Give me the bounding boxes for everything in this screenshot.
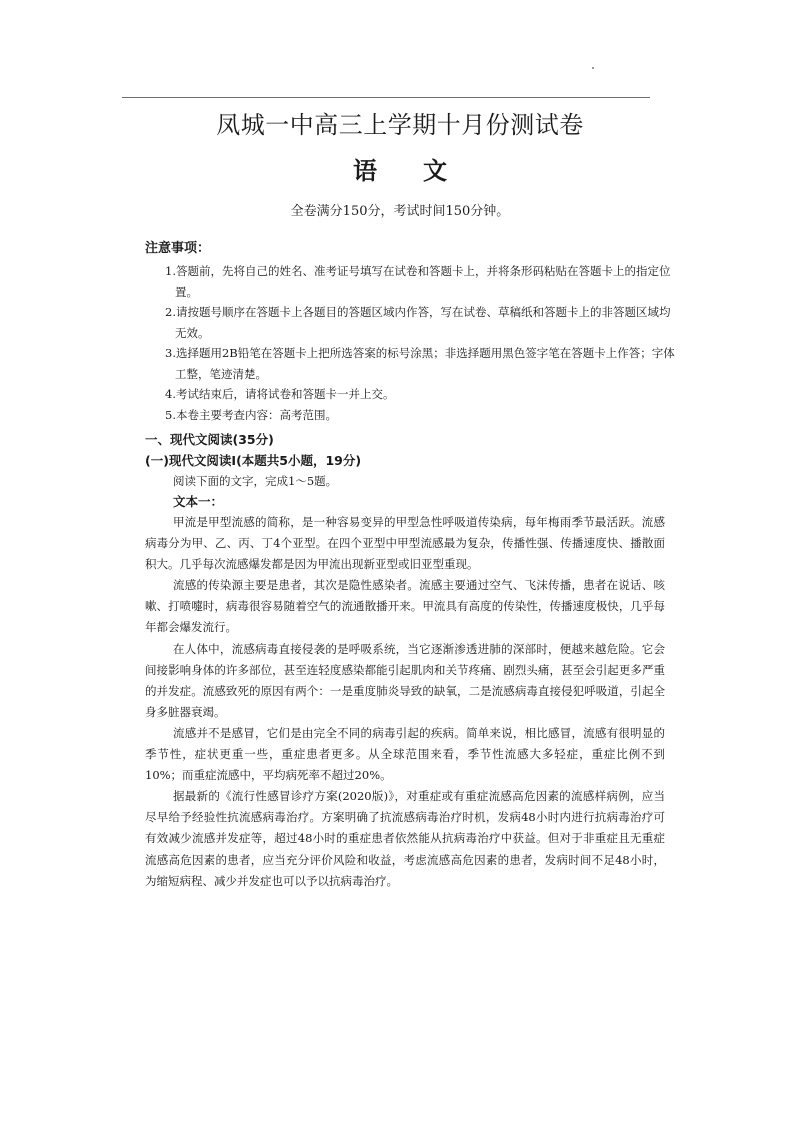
article-paragraph: 流感并不是感冒，它们是由完全不同的病毒引起的疾病。简单来说，相比感冒，流感有很明显的季节性，症状更重一些，重症患者更多。从全球范围来看，季节性流感大多轻症，重症比例不到10%；而重症流感中，平均病死率不超过20%。: [145, 725, 665, 783]
subject-char-2: 文: [423, 157, 447, 185]
subject-title: [0, 154, 800, 188]
notice-heading: 注意事项：: [145, 241, 211, 256]
notice-item: 3.选择题用2B铅笔在答题卡上把所选答案的标号涂黑；非选择题用黑色签字笔在答题卡上作答；字体工整，笔迹清楚。: [165, 346, 675, 381]
exam-title: 凤城一中高三上学期十月份测试卷: [216, 111, 584, 139]
notice-item: 4.考试结束后，请将试卷和答题卡一并上交。: [165, 387, 395, 401]
article-paragraph: 流感的传染源主要是患者，其次是隐性感染者。流感主要通过空气、飞沫传播，患者在说话、咳嗽、打喷嚏时，病毒很容易随着空气的流通散播开来。甲流具有高度的传染性，传播速度极快，几乎每年都会爆发流行。: [145, 578, 665, 635]
exam-info: 全卷满分150分，考试时间150分钟。: [290, 204, 510, 219]
scan-speck: [592, 67, 594, 69]
text-label: 文本一：: [173, 493, 224, 509]
notice-item: 1.答题前，先将自己的姓名、准考证号填写在试卷和答题卡上，并将条形码粘贴在答题卡上的指定位置。: [165, 264, 671, 299]
notice-list: [165, 261, 675, 425]
article-paragraph: 甲流是甲型流感的简称，是一种容易变异的甲型急性呼吸道传染病，每年梅雨季节最活跃。流感病毒分为甲、乙、丙、丁4个亚型。在四个亚型中甲型流感最为复杂，传播性强、传播速度快、播散面积大。几乎每次流感爆发都是因为甲流出现新亚型或旧亚型重现。: [145, 515, 665, 572]
notice-item: 5.本卷主要考查内容：高考范围。: [165, 407, 337, 422]
article-paragraph: 在人体中，流感病毒直接侵袭的是呼吸系统，当它逐渐渗透进肺的深部时，便越来越危险。它会间接影响身体的许多部位，甚至连轻度感染都能引起肌肉和关节疼痛、剧烈头痛，甚至会引起更多严重的并发症。流感致死的原因有两个：一是重度肺炎导致的缺氧，二是流感病毒直接侵犯呼吸道，引起全身多脏器衰竭。: [145, 641, 665, 719]
section-heading: 一、现代文阅读(35分): [145, 432, 274, 447]
article-paragraph: 据最新的《流行性感冒诊疗方案(2020版)》，对重症或有重症流感高危因素的流感样病例，应当尽早给予经验性抗流感病毒治疗。方案明确了抗流感病毒治疗时机，发病48小时内进行抗病毒治疗可有效减少流感并发症等，超过48小时的重症患者依然能从抗病毒治疗中获益。但对于非重症且无重症流感高危因素的患者，应当充分评价风险和收益，考虑流感高危因素的患者，发病时间不足48小时，为缩短病程、减少并发症也可以予以抗病毒治疗。: [145, 789, 665, 888]
subject-char-1: 语: [353, 157, 377, 185]
top-divider: [122, 97, 650, 98]
reading-instruction: 阅读下面的文字，完成1～5题。: [173, 474, 338, 488]
subsection-heading: (一)现代文阅读Ⅰ(本题共5小题，19分): [145, 452, 362, 468]
section-modern-reading: [145, 430, 665, 892]
notice-item: 2.请按题号顺序在答题卡上各题目的答题区域内作答，写在试卷、草稿纸和答题卡上的非答题区域均无效。: [165, 305, 671, 340]
